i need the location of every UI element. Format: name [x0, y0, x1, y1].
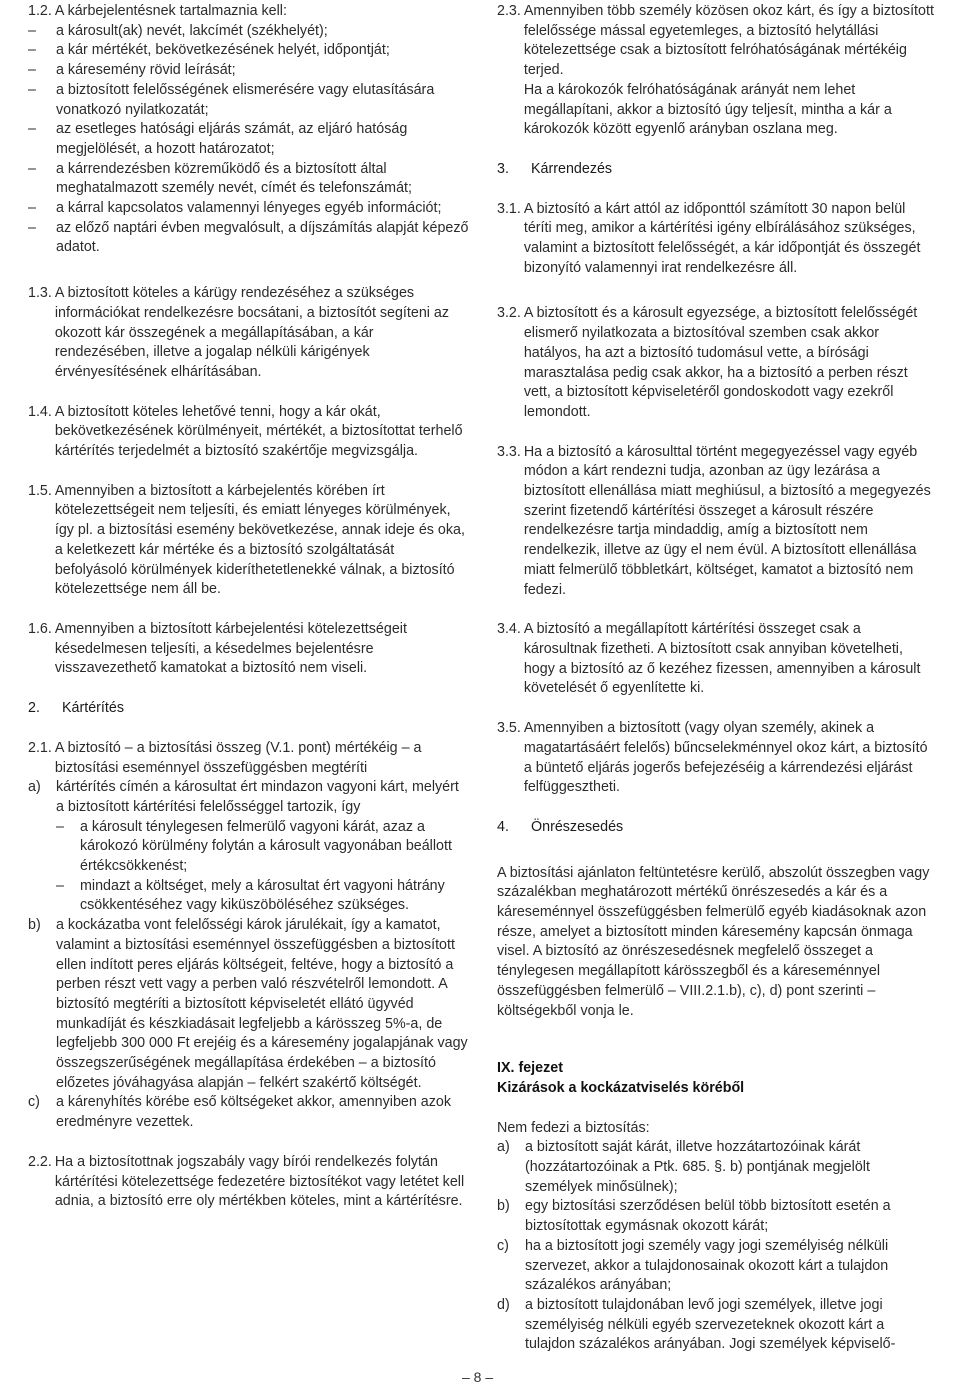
section-number: 2.3.	[497, 3, 521, 19]
section-3-4	[497, 620, 934, 699]
section-text: Ha a biztosító a károsulttal történt megegyezéssel vagy egyéb módon a kárt rendezni tudja, azonban az ügy lezárása a biztosított ellenállása miatt meghiúsul, a biztosító a megegyezés szerint fizetendő kártérítési összeget a károsult részére rendelkezésre tartja mindaddig, amíg a biztosított nem rendelkezik, illetve az ügy el nem évül. A biztosított ellenállása miatt felmerülő többletkárt, költséget, kamatot a biztosító nem fedezi.	[523, 443, 931, 598]
heading-title: Önrészesedés	[531, 818, 624, 835]
section-text: Amennyiben a biztosított a kárbejelentés körében írt kötelezettségeit nem teljesíti, és emiatt lényeges körülmények, így pl. a biztosítási esemény bekövetkezése, annak ideje és oka, a keletkezett kár mértéke és a biztosító szolgáltatását befolyásoló körülmények kideríthetetlenekké válnak, a biztosító kötelezettsége nem áll be.	[54, 482, 465, 598]
exclusions-intro: Nem fedezi a biztosítás:	[497, 1119, 650, 1136]
item-label: b)	[28, 917, 41, 934]
sub-dash-list	[56, 818, 469, 917]
exclusions-section	[497, 1119, 934, 1355]
section-text: Amennyiben a biztosított kárbejelentési kötelezettségeit késedelmesen teljesíti, a késedelmes bejelentésre visszavezethető kamatokat a biztosító nem viseli.	[54, 620, 407, 677]
list-item: – az esetleges hatósági eljárás számát, az eljáró hatóság megjelölését, a hozott határozatot;	[56, 120, 469, 159]
section-2-3	[497, 2, 934, 140]
left-column	[28, 2, 469, 1212]
item-label: c)	[497, 1237, 509, 1254]
section-text: A biztosított köteles a kárügy rendezéséhez a szükséges információkat rendelkezésre bocsátani, a biztosítót segíteni az okozott kár összegének a megállapításában, a kár rendezésében, illetve a jogalap nélküli kárigények érvényesítésének elhárításában.	[54, 285, 450, 380]
list-item	[497, 1296, 934, 1355]
section-number: 1.4.	[28, 403, 52, 420]
section-number: 1.2.	[28, 3, 52, 19]
section-number: 3.1.	[497, 200, 521, 217]
compensation-list	[28, 778, 469, 1133]
section-text: A biztosított és a károsult egyezsége, a biztosított felelősségét elismerő nyilatkozata a biztosítóval szemben csak akkor hatályos, ha azt a biztosító tudomásul vette, a bírósági marasztalása pedig csak akkor, ha a biztosító a perben részt vett, a biztosított képviseletéről gondoskodott vagy ezekről lemondott.	[523, 305, 918, 420]
section-number: 1.5.	[28, 482, 52, 499]
section-number: 2.1.	[28, 739, 52, 756]
list-item: – a kár mértékét, bekövetkezésének helyét, időpontját;	[56, 41, 469, 61]
section-text: Amennyiben több személy közösen okoz kárt, és így a biztosított felelőssége mással egyetemleges, a biztosító helytállási kötelezettsége csak a biztosított felróhatóságának mértékéig terjed.	[523, 3, 934, 79]
list-item: – a káresemény rövid leírását;	[56, 61, 469, 81]
section-4-text: A biztosítási ajánlaton feltüntetésre kerülő, abszolút összegben vagy százalékban meghatározott mértékű önrészesedés a kár és a káreseménnyel összefüggésben felmerülő egyéb kiadásoknak azon része, amelyet a biztosított minden káresemény kapcsán önmaga visel. A biztosító az önrészesedésnek megfelelő összeget a ténylegesen megállapított kárösszegből és a káreseménnyel összefüggésben felmerülő – VIII.2.1.b), c), d) pont szerinti – költségekből vonja le.	[497, 864, 930, 1019]
exclusions-list	[497, 1138, 934, 1355]
section-text-2: Ha a károkozók felróhatóságának arányát nem lehet megállapítani, akkor a biztosító úgy teljesít, mintha a kár a károkozók között egyenlő arányban oszlana meg.	[523, 81, 892, 138]
list-item	[497, 1197, 934, 1236]
list-item-b	[28, 916, 469, 1093]
list-item	[497, 1237, 934, 1296]
section-number: 3.2.	[497, 305, 521, 322]
heading-title: Kárrendezés	[531, 160, 613, 177]
section-2-1	[28, 739, 469, 1133]
section-number: 3.5.	[497, 720, 521, 737]
list-item: – az előző naptári évben megvalósult, a díjszámítás alapját képező adatot.	[56, 219, 469, 258]
section-1-6	[28, 620, 469, 679]
section-number: 1.3.	[28, 285, 52, 302]
section-3-1	[497, 200, 934, 279]
section-text: A biztosító a megállapított kártérítési összeget csak a károsultnak fizetheti. A biztosított csak annyiban követelheti, hogy a biztosító az ő kezéhez fizessen, amennyiben a károsult követelését ő egyenlítette ki.	[523, 621, 921, 697]
right-column	[497, 2, 934, 1355]
section-number: 1.6.	[28, 620, 52, 637]
chapter-title: Kizárások a kockázatviselés köréből	[497, 1079, 745, 1096]
section-text: A biztosított köteles lehetővé tenni, hogy a kár okát, bekövetkezésének körülményeit, mértékét, a biztosítottat terhelő kártérítés terjedelmét a biztosító szakértője megvizsgálja.	[54, 403, 463, 460]
list-item-c	[28, 1093, 469, 1132]
item-text: egy biztosítási szerződésen belül több biztosított esetén a biztosítottak egymásnak okozott kárát;	[525, 1198, 891, 1235]
section-2-2	[28, 1153, 469, 1212]
list-item: – mindazt a költséget, mely a károsultat ért vagyoni hátrány csökkentéséhez vagy kiküszöböléséhez szükséges.	[80, 877, 469, 916]
page-number: – 8 –	[462, 1369, 494, 1385]
section-intro: A kárbejelentésnek tartalmaznia kell:	[54, 3, 287, 19]
item-text: a biztosított saját kárát, illetve hozzátartozóinak kárát (hozzátartozóinak a Ptk. 685. §. b) pontjának megjelölt személyek minősülnek);	[525, 1139, 870, 1195]
item-label: c)	[28, 1094, 40, 1111]
section-1-3	[28, 284, 469, 383]
section-text: Amennyiben a biztosított (vagy olyan személy, akinek a magatartásáért felelős) bűncselekménnyel okoz kárt, a biztosító a büntető eljárás jogerős befejezéséig a kárrendezési eljárást felfüggesztheti.	[523, 720, 928, 796]
chapter-heading	[497, 1059, 934, 1098]
section-intro: A biztosító – a biztosítási összeg (V.1. pont) mértékéig – a biztosítási eseménnyel összefüggésben megtéríti	[54, 739, 422, 776]
section-number: 2.2.	[28, 1153, 52, 1170]
item-label: d)	[497, 1296, 510, 1313]
heading-number: 4.	[497, 818, 509, 835]
list-item-a	[28, 778, 469, 916]
section-number: 3.3.	[497, 443, 521, 460]
section-3-3	[497, 443, 934, 601]
list-item	[497, 1138, 934, 1197]
item-label: a)	[28, 779, 41, 796]
heading-4	[497, 818, 934, 838]
heading-number: 3.	[497, 160, 509, 177]
list-item: – a kárrendezésben közreműködő és a biztosított által meghatalmazott személy nevét, címét és telefonszámát;	[56, 160, 469, 199]
list-item: – a biztosított felelősségének elismerésére vagy elutasítására vonatkozó nyilatkozatát;	[56, 81, 469, 120]
chapter-label: IX. fejezet	[497, 1060, 563, 1077]
heading-title: Kártérítés	[62, 700, 124, 717]
section-number: 3.4.	[497, 621, 521, 638]
section-3-5	[497, 719, 934, 798]
section-1-5	[28, 482, 469, 600]
item-label: b)	[497, 1198, 510, 1215]
section-text: Ha a biztosítottnak jogszabály vagy bírói rendelkezés folytán kártérítési kötelezettsége fedezetére biztosítékot vagy letétet kell adnia, a biztosító erre oly mértékben köteles, mint a kártérítésre.	[54, 1153, 465, 1210]
item-text: kártérítés címén a károsultat ért mindazon vagyoni kárt, melyért a biztosított kártérítési felelősséggel tartozik, így	[56, 779, 459, 815]
section-1-4	[28, 403, 469, 462]
heading-2	[28, 699, 469, 719]
section-text: A biztosító a kárt attól az időponttól számított 30 napon belül téríti meg, amikor a kártérítési igény elbírálásához szükséges, valamint a biztosított felelősségét, a kár időpontját és összegét bizonyító valamennyi irat rendelkezésre áll.	[523, 200, 921, 276]
item-text: a kockázatba vont felelősségi károk járulékait, így a kamatot, valamint a biztosítási eseménnyel összefüggésben a biztosított ellen indított peres eljárás költségeit, feltéve, hogy a biztosító a perben részt vett vagy a perben való részvételről lemondott. A biztosító megtéríti a biztosított képviseletét ellátó ügyvéd munkadíját és készkiadásait legfeljebb a kárösszeg 5%-a, de legfeljebb 300 000 Ft erejéig és a káresemény jogalapjának vagy összegszerűségének megállapítása érdekében – a biztosító előzetes jóváhagyása alapján – felkért szakértő költségét.	[56, 917, 468, 1091]
list-item: – a károsult ténylegesen felmerülő vagyoni kárát, azaz a károkozó körülmény folytán a károsult vagyonában beállott értékcsökkenést;	[80, 818, 469, 877]
heading-3	[497, 160, 934, 180]
section-3-2	[497, 304, 934, 422]
item-label: a)	[497, 1139, 510, 1156]
heading-number: 2.	[28, 700, 40, 717]
item-text: a biztosított tulajdonában levő jogi személyek, illetve jogi személyiség nélküli egyéb szervezeteknek okozott kárt a tulajdon százalékos arányában. Jogi személyek képviselő-	[525, 1296, 896, 1353]
list-item: – a kárral kapcsolatos valamennyi lényeges egyéb információt;	[56, 199, 469, 219]
item-text: a kárenyhítés körébe eső költségeket akkor, amennyiben azok eredményre vezettek.	[56, 1094, 451, 1131]
list-item: – a károsult(ak) nevét, lakcímét (székhelyét);	[56, 22, 469, 42]
section-1-2	[28, 2, 469, 258]
item-text: ha a biztosított jogi személy vagy jogi személyiség nélküli szervezet, akkor a tulajdonosainak okozott kárt a tulajdon százalékos arányában;	[525, 1237, 889, 1294]
claim-contents-list	[28, 22, 469, 258]
